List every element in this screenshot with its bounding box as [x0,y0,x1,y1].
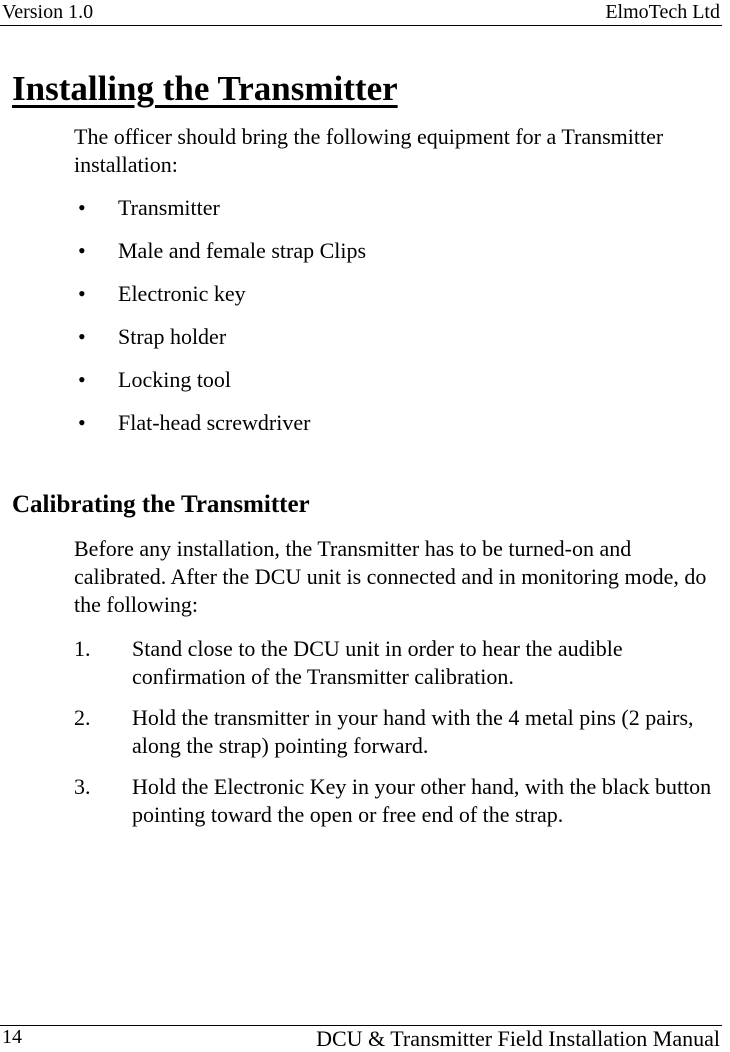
list-item-label: Transmitter [118,195,220,220]
bullet-icon: • [78,281,86,306]
equipment-intro: The officer should bring the following equipment for a Transmitter installation: [74,124,664,177]
subsection-title: Calibrating the Transmitter [12,491,310,518]
bullet-icon: • [78,195,86,220]
list-item-label: Flat-head screwdriver [118,410,311,435]
company-name: ElmoTech Ltd [605,1,720,23]
list-item-label: Electronic key [118,281,246,306]
page-header [0,0,722,26]
page-footer [0,1025,722,1051]
bullet-icon: • [78,410,86,435]
step-item [0,635,730,691]
step-number: 3. [74,774,91,799]
bullet-icon: • [78,324,86,349]
calibration-steps [0,635,730,842]
step-text: Hold the Electronic Key in your other hand, with the black button pointing toward the open or free end of the strap. [132,774,712,827]
bullet-icon: • [78,367,86,392]
bullet-icon: • [78,238,86,263]
manual-title: DCU & Transmitter Field Installation Manual [316,1026,720,1051]
step-item [0,773,730,829]
step-number: 1. [74,636,91,661]
step-item [0,704,730,760]
list-item-label: Male and female strap Clips [118,238,367,263]
step-text: Hold the transmitter in your hand with the 4 metal pins (2 pairs, along the strap) pointing forward. [132,705,694,758]
calibration-intro: Before any installation, the Transmitter has to be turned-on and calibrated. After the DCU unit is connected and in monitoring mode, do the following: [74,536,707,617]
step-text: Stand close to the DCU unit in order to hear the audible confirmation of the Transmitter calibration. [132,636,623,689]
step-number: 2. [74,705,91,730]
page-number: 14 [2,1026,22,1048]
document-version: Version 1.0 [2,1,94,23]
list-item-label: Strap holder [118,324,227,349]
list-item-label: Locking tool [118,367,232,392]
section-title: Installing the Transmitter [12,69,398,108]
